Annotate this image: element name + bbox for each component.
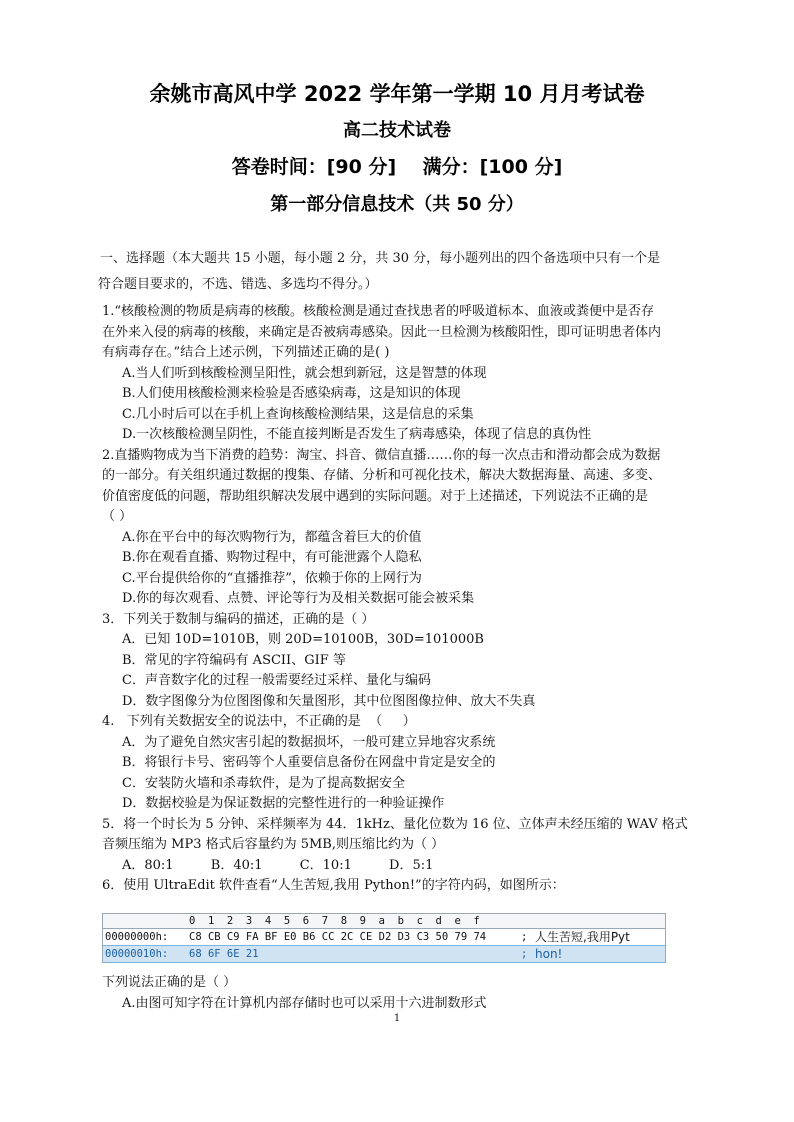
question-3-stem-line: 3．下列关于数制与编码的描述，正确的是（ ） — [102, 611, 375, 627]
exam-subtitle: 高二技术试卷 — [343, 120, 451, 141]
question-4-option-c: C．安装防火墙和杀毒软件，是为了提高数据安全 — [122, 775, 405, 791]
hex-row-selected — [103, 945, 665, 963]
question-3-option-d: D．数字图像分为位图图像和矢量图形，其中位图图像拉伸、放大不失真 — [122, 693, 536, 709]
question-6-continuation — [102, 972, 702, 1014]
hex-editor-view — [102, 913, 666, 963]
page-number: 1 — [393, 1013, 401, 1024]
section-intro — [100, 246, 700, 298]
question-6-prompt: 下列说法正确的是（ ） — [102, 975, 237, 990]
question-2-option-d: D.你的每次观看、点赞、评论等行为及相关数据可能会被采集 — [122, 591, 475, 606]
questions-body — [102, 302, 702, 897]
question-1-option-a: A.当人们听到核酸检测呈阳性，就会想到新冠，这是智慧的体现 — [122, 365, 487, 381]
hex-row-bytes: C8 CB C9 FA BF E0 B6 CC 2C CE D2 D3 C3 50 79 74 — [189, 931, 487, 943]
question-5-options: A．80:1 B．40:1 C．10:1 D．5:1 — [122, 857, 434, 873]
question-4-stem-line: 4. 下列有关数据安全的说法中，不正确的是 （ ） — [102, 714, 416, 729]
question-1-stem-line: 有病毒存在。”结合上述示例，下列描述正确的是( ) — [102, 345, 390, 360]
time-score-line: 答卷时间：[90 分] 满分：[100 分] — [231, 156, 563, 178]
question-2-stem-line: 价值密度低的问题，帮助组织解决发展中遇到的实际问题。对于上述描述，下列说法不正确的是 — [102, 488, 649, 504]
question-2-option-c: C.平台提供给你的“直播推荐”，依赖于你的上网行为 — [122, 570, 422, 586]
intro-line-1: 一、选择题（本大题共 15 小题，每小题 2 分，共 30 分，每小题列出的四个备选项中只有一个是 — [100, 251, 661, 266]
question-2-option-a: A.你在平台中的每次购物行为，都蕴含着巨大的价值 — [122, 529, 422, 545]
hex-row-separator: ; — [521, 948, 528, 960]
question-3-option-b: B．常见的字符编码有 ASCII、GIF 等 — [122, 652, 346, 668]
intro-line-2: 符合题目要求的，不选、错选、多选均不得分。） — [98, 277, 378, 292]
question-4-option-b: B．将银行卡号、密码等个人重要信息备份在网盘中肯定是安全的 — [122, 755, 496, 770]
question-1-option-b: B.人们使用核酸检测来检验是否感染病毒，这是知识的体现 — [122, 386, 461, 401]
question-6-stem-line: 6．使用 UltraEdit 软件查看“人生苦短,我用 Python!”的字符内码，如图所示： — [102, 878, 565, 893]
question-5-stem-line: 音频压缩为 MP3 格式后容量约为 5MB,则压缩比约为（ ） — [102, 837, 445, 852]
question-3-option-a: A．已知 10D=1010B，则 20D=10100B，30D=101000B — [122, 632, 484, 647]
question-3-option-c: C．声音数字化的过程一般需要经过采样、量化与编码 — [122, 673, 431, 688]
hex-row-text: 人生苦短,我用Pyt — [535, 930, 630, 944]
question-4-option-d: D．数据校验是为保证数据的完整性进行的一种验证操作 — [122, 796, 445, 811]
hex-row-separator: ; — [521, 931, 528, 943]
question-1-stem-line: 1.“核酸检测的物质是病毒的核酸。核酸检测是通过查找患者的呼吸道标本、血液或粪便中是否存 — [102, 304, 655, 319]
hex-row — [103, 929, 665, 945]
question-1-stem-line: 在外来入侵的病毒的核酸，来确定是否被病毒感染。因此一旦检测为核酸阳性，即可证明患者体内 — [102, 324, 662, 340]
part-heading: 第一部分信息技术（共 50 分） — [270, 194, 524, 215]
exam-title: 余姚市高风中学 2022 学年第一学期 10 月月考试卷 — [149, 82, 645, 106]
hex-row-address: 00000010h: — [105, 948, 169, 960]
question-2-stem-line: （ ） — [102, 509, 133, 524]
question-2-option-b: B.你在观看直播、购物过程中，有可能泄露个人隐私 — [122, 550, 422, 565]
question-2-stem-line: 的一部分。有关组织通过数据的搜集、存储、分析和可视化技术，解决大数据海量、高速、多变、 — [102, 468, 662, 483]
hex-column-header — [103, 914, 665, 929]
question-4-option-a: A．为了避免自然灾害引起的数据损坏，一般可建立异地容灾系统 — [122, 734, 496, 750]
hex-row-bytes: 68 6F 6E 21 — [189, 948, 259, 960]
question-6-option-a: A.由图可知字符在计算机内部存储时也可以采用十六进制数形式 — [122, 996, 487, 1011]
hex-column-labels: 0 1 2 3 4 5 6 7 8 9 a b c d e f — [189, 915, 480, 927]
question-2-stem-line: 2.直播购物成为当下消费的趋势：淘宝、抖音、微信直播……你的每一次点击和滑动都会成为数据 — [102, 447, 661, 463]
hex-row-address: 00000000h: — [105, 931, 169, 943]
question-5-stem-line: 5．将一个时长为 5 分钟、采样频率为 44．1kHz、量化位数为 16 位、立体声未经压缩的 WAV 格式 — [102, 816, 688, 832]
hex-row-text: hon! — [535, 947, 563, 961]
question-1-option-c: C.几小时后可以在手机上查询核酸检测结果，这是信息的采集 — [122, 406, 474, 422]
question-1-option-d: D.一次核酸检测呈阴性，不能直接判断是否发生了病毒感染，体现了信息的真伪性 — [122, 427, 592, 442]
